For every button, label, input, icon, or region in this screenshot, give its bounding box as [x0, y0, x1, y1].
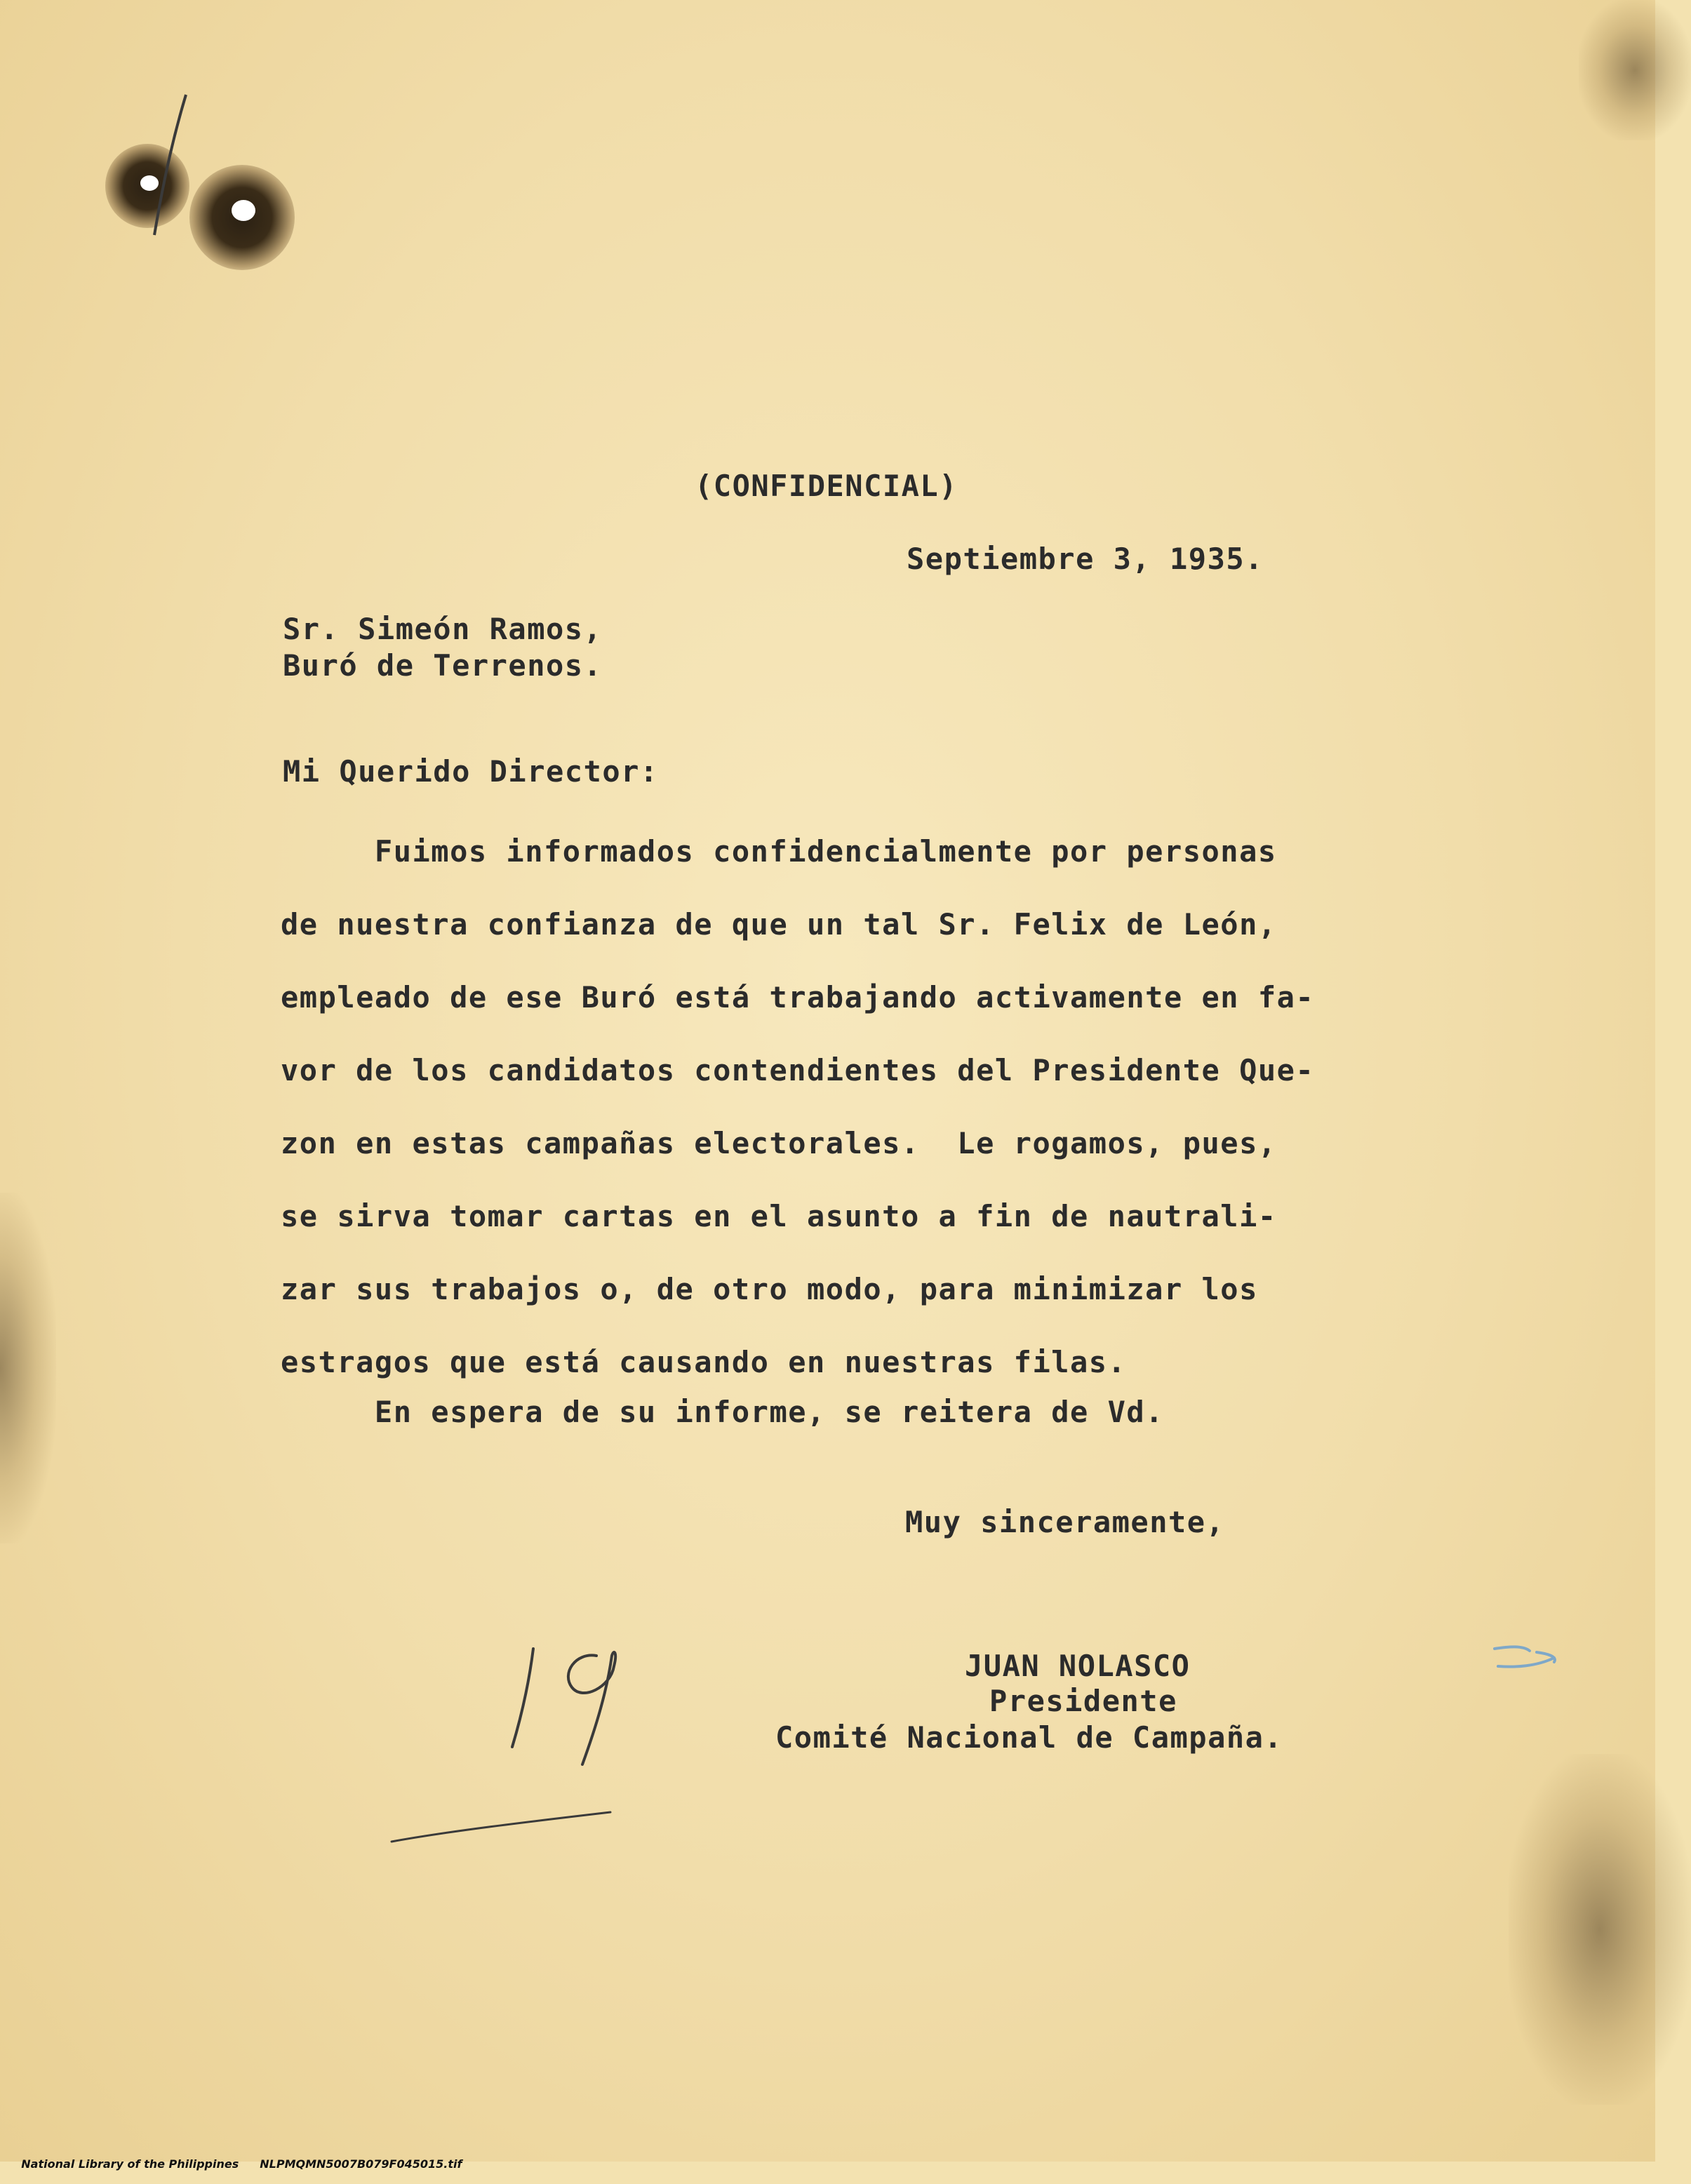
- signatory-name: JUAN NOLASCO: [965, 1649, 1191, 1683]
- body-line: zon en estas campañas electorales. Le rogamos, pues,: [281, 1126, 1277, 1160]
- body-line: se sirva tomar cartas en el asunto a fin de nautrali-: [281, 1199, 1277, 1233]
- letter-body: [281, 815, 1445, 1399]
- archive-file-id: NLPMQMN5007B079F045015.tif: [260, 2157, 462, 2171]
- body-line: Fuimos informados confidencialmente por personas: [281, 834, 1277, 869]
- valediction: Muy sinceramente,: [905, 1505, 1225, 1539]
- body-line: vor de los candidatos contendientes del Presidente Que-: [281, 1053, 1315, 1087]
- body-line: de nuestra confianza de que un tal Sr. Felix de León,: [281, 907, 1277, 942]
- archive-institution: National Library of the Philippines: [21, 2157, 239, 2171]
- pencil-underline: [386, 1807, 617, 1849]
- signatory-title: Presidente: [989, 1684, 1177, 1718]
- recipient-office: Buró de Terrenos.: [283, 648, 603, 683]
- edge-stain-bottom-right: [1509, 1754, 1691, 2105]
- punch-hole-right: [232, 200, 255, 221]
- body-line: zar sus trabajos o, de otro modo, para minimizar los: [281, 1272, 1258, 1306]
- body-line: empleado de ese Buró está trabajando activamente en fa-: [281, 980, 1315, 1014]
- closing-line: En espera de su informe, se reitera de Vd.: [281, 1395, 1164, 1429]
- confidential-marking: (CONFIDENCIAL): [695, 469, 958, 503]
- salutation: Mi Querido Director:: [283, 754, 659, 789]
- archive-footer: [6, 2144, 483, 2184]
- blue-ink-mark: [1488, 1638, 1565, 1680]
- body-line: estragos que está causando en nuestras filas.: [281, 1345, 1127, 1379]
- signatory-organization: Comité Nacional de Campaña.: [775, 1720, 1283, 1755]
- edge-stain-top-right: [1579, 0, 1691, 140]
- recipient-name: Sr. Simeón Ramos,: [283, 612, 603, 646]
- edge-stain-left: [0, 1193, 56, 1543]
- pencil-mark-top: [126, 88, 210, 249]
- handwritten-number: [491, 1635, 674, 1775]
- letter-date: Septiembre 3, 1935.: [907, 542, 1264, 576]
